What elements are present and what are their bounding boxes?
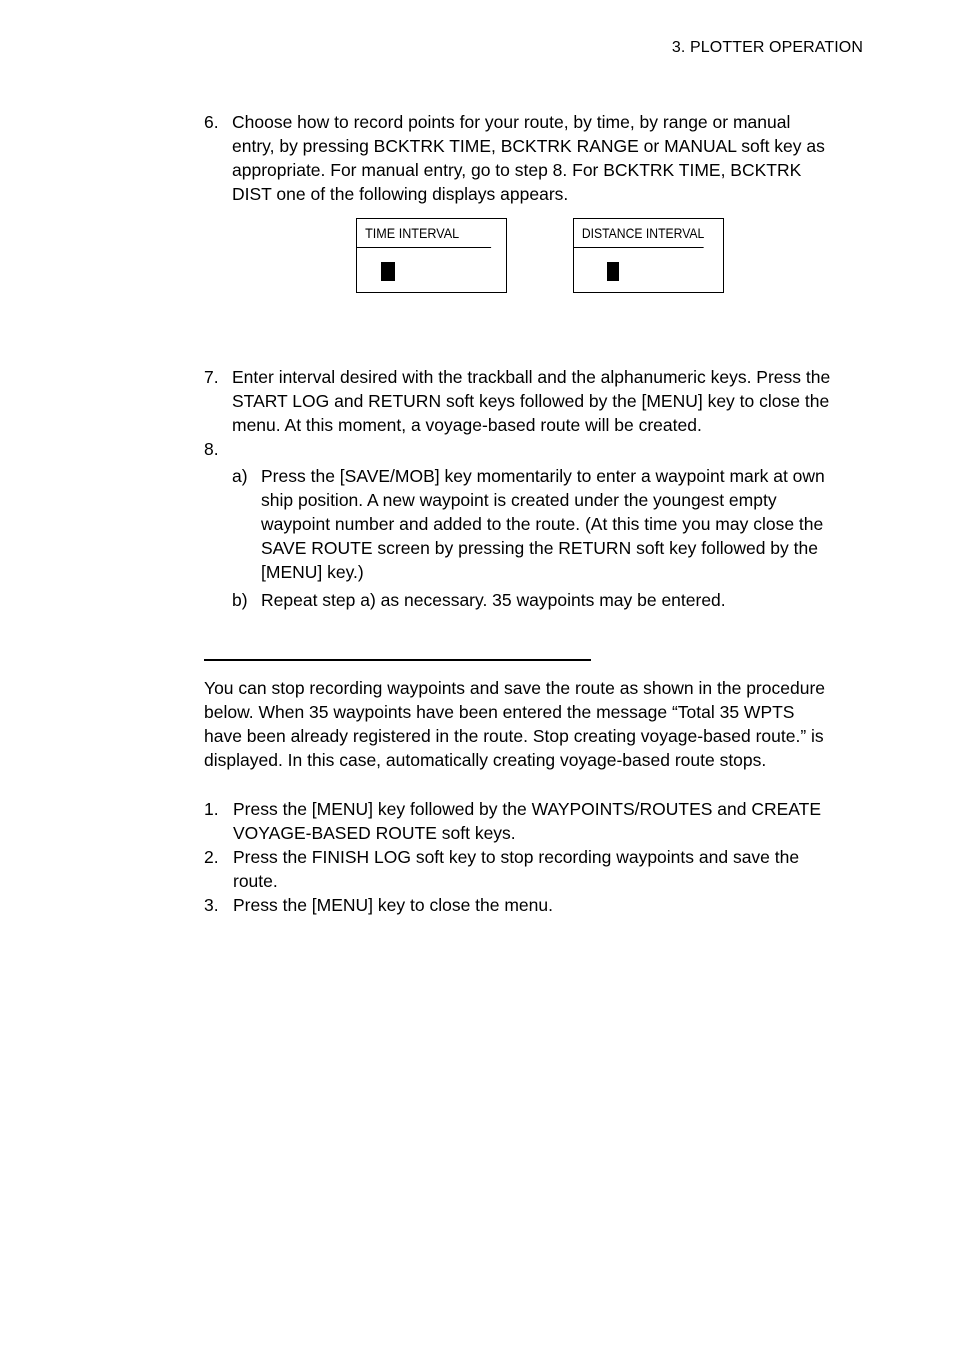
text-line: displayed. In this case, automatically creating voyage-based route stops. xyxy=(204,750,767,770)
text-line: have been already registered in the route. Stop creating voyage-based route.” is xyxy=(204,726,824,746)
stop-step-1-text xyxy=(233,797,873,845)
text-line: below. When 35 waypoints have been entered the message “Total 35 WPTS xyxy=(204,702,795,722)
text-line: ship position. A new waypoint is created under the youngest empty xyxy=(261,490,777,510)
step-6-number: 6. xyxy=(204,112,219,132)
text-line: menu. At this moment, a voyage-based route will be created. xyxy=(232,415,702,435)
step-6-text xyxy=(232,110,872,206)
stop-step-1-number: 1. xyxy=(204,799,219,819)
text-line: VOYAGE-BASED ROUTE soft keys. xyxy=(233,823,516,843)
text-line: Press the [SAVE/MOB] key momentarily to enter a waypoint mark at own xyxy=(261,466,825,486)
substep-b-text xyxy=(261,588,881,612)
text-line: You can stop recording waypoints and save the route as shown in the procedure xyxy=(204,678,826,698)
step-7-number: 7. xyxy=(204,367,219,387)
text-line: route. xyxy=(233,871,278,891)
stop-step-2-number: 2. xyxy=(204,847,219,867)
text-line: appropriate. For manual entry, go to step 8. For BCKTRK TIME, BCKTRK xyxy=(232,160,802,180)
text-line: DIST one of the following displays appears. xyxy=(232,184,569,204)
text-line: Choose how to record points for your route, by time, by range or manual xyxy=(232,112,791,132)
text-line: entry, by pressing BCKTRK TIME, BCKTRK RANGE or MANUAL soft key as xyxy=(232,136,825,156)
time-interval-display xyxy=(356,218,507,293)
time-interval-title: TIME INTERVAL xyxy=(357,219,491,248)
input-cursor xyxy=(381,262,395,281)
stop-step-3-text xyxy=(233,893,873,917)
text-line: Press the [MENU] key to close the menu. xyxy=(233,895,553,915)
input-cursor xyxy=(607,262,619,281)
stop-step-3-number: 3. xyxy=(204,895,219,915)
text-line: Repeat step a) as necessary. 35 waypoints may be entered. xyxy=(261,590,726,610)
text-line: Enter interval desired with the trackball and the alphanumeric keys. Press the xyxy=(232,367,831,387)
text-line: [MENU] key.) xyxy=(261,562,364,582)
page-header: 3. PLOTTER OPERATION xyxy=(671,39,863,56)
text-line: waypoint number and added to the route. (At this time you may close the xyxy=(261,514,824,534)
text-line: START LOG and RETURN soft keys followed by the [MENU] key to close the xyxy=(232,391,830,411)
text-line: Press the [MENU] key followed by the WAYPOINTS/ROUTES and CREATE xyxy=(233,799,822,819)
step-7-text xyxy=(232,365,872,437)
substep-a-label: a) xyxy=(232,466,248,486)
stop-step-2-text xyxy=(233,845,873,893)
text-line: SAVE ROUTE screen by pressing the RETURN soft key followed by the xyxy=(261,538,818,558)
distance-interval-title: DISTANCE INTERVAL xyxy=(574,219,704,248)
substep-b-label: b) xyxy=(232,590,248,610)
step-8-number: 8. xyxy=(204,439,219,459)
distance-interval-display xyxy=(573,218,724,293)
substep-a-text xyxy=(261,464,881,584)
text-line: Press the FINISH LOG soft key to stop recording waypoints and save the xyxy=(233,847,800,867)
section-divider xyxy=(204,659,591,661)
stop-intro-text xyxy=(204,676,884,772)
